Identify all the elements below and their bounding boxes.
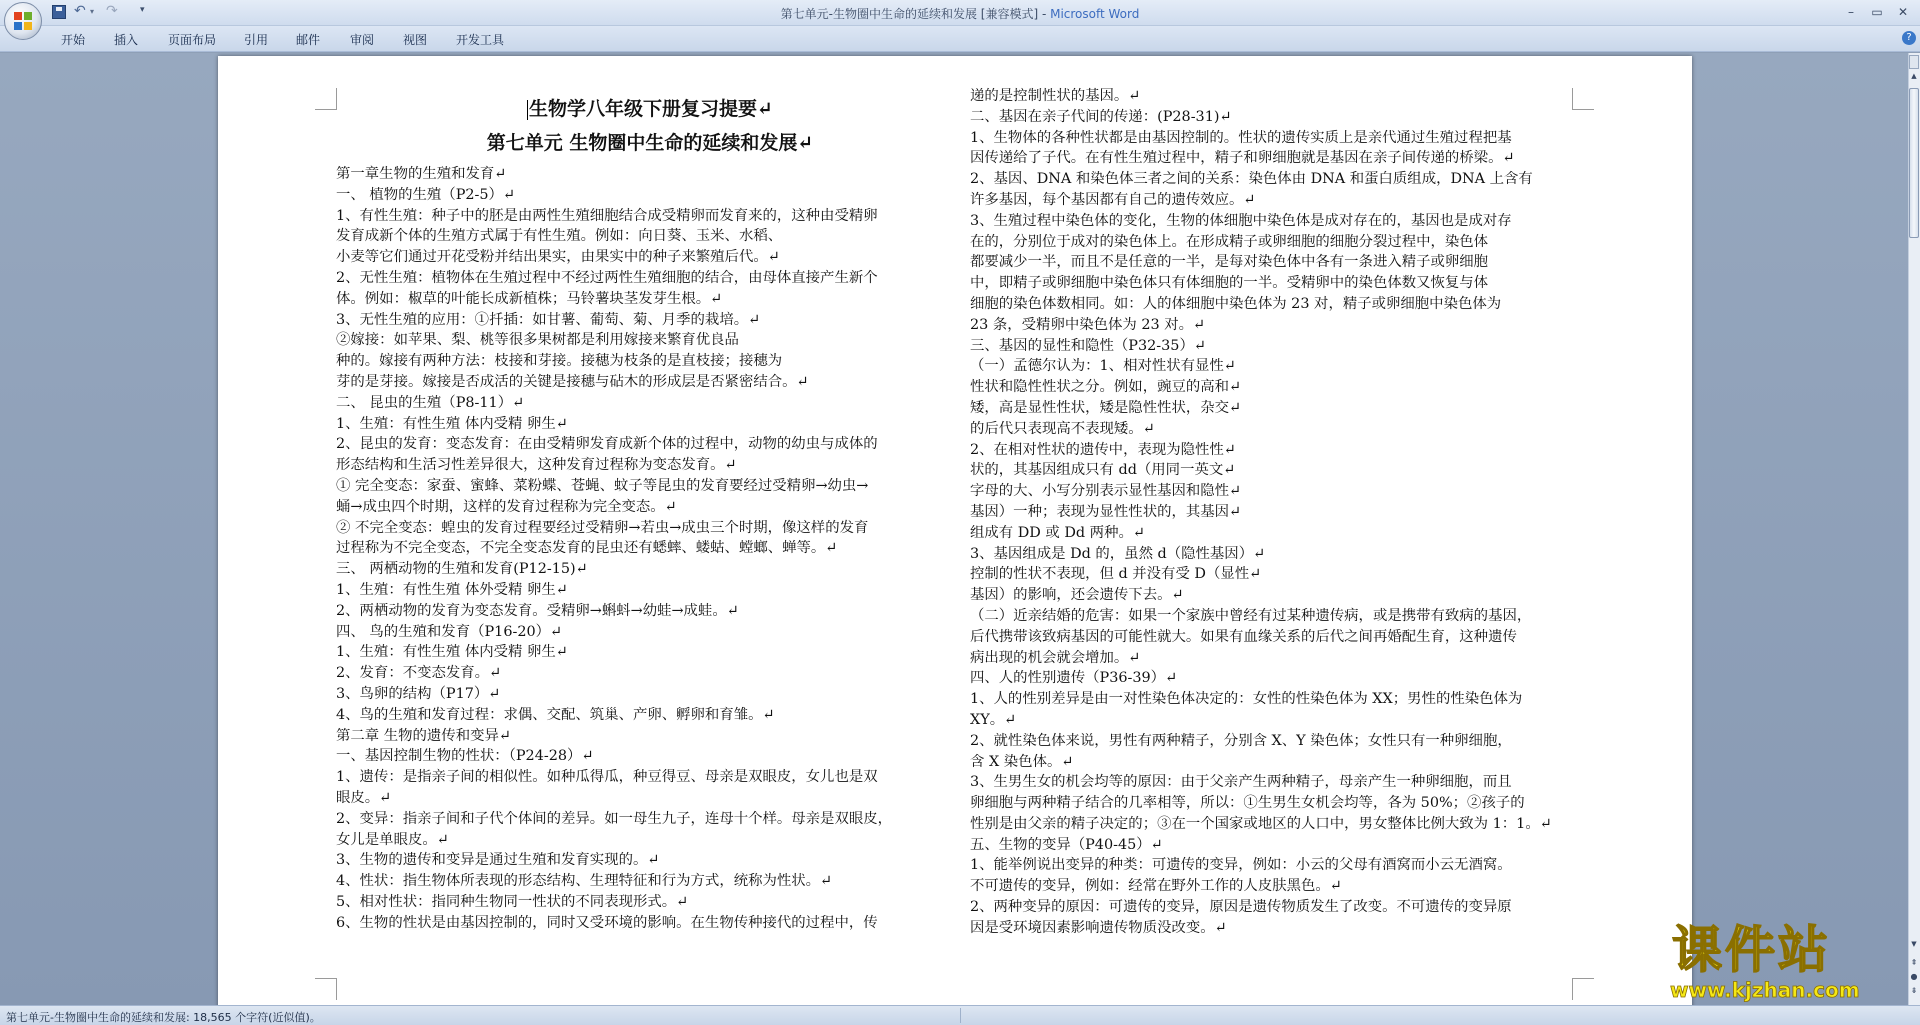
- text-cursor: [527, 100, 528, 120]
- left-column-line: 1、有性生殖：种子中的胚是由两性生殖细胞结合成受精卵而发育来的，这种由受精卵: [336, 207, 878, 224]
- right-column-line: 23 条，受精卵中染色体为 23 对。↵: [970, 316, 1206, 333]
- left-column-line: 发育成新个体的生殖方式属于有性生殖。例如：向日葵、玉米、水稻、: [336, 228, 783, 245]
- office-button[interactable]: [4, 2, 42, 40]
- watermark-logo: [1664, 922, 1908, 1005]
- left-column-line: 芽的是芽接。嫁接是否成活的关键是接穗与砧木的形成层是否紧密结合。↵: [336, 373, 809, 390]
- office-logo-yellow-square: [24, 22, 32, 30]
- right-column-line: 性状和隐性性状之分。例如，豌豆的高和↵: [970, 379, 1242, 396]
- left-column-line: 3、鸟卵的结构（P17）↵: [336, 685, 501, 702]
- left-column-line: 第一章生物的生殖和发育↵: [336, 166, 507, 182]
- title-bar: [0, 0, 1920, 26]
- right-column-line: 1、能举例说出变异的种类：可遗传的变异，例如：小云的父母有酒窝而小云无酒窝。: [970, 857, 1512, 874]
- left-column-line: 体。例如：椒草的叶能长成新植株；马铃薯块茎发芽生根。↵: [336, 290, 723, 307]
- right-column-line: 2、两种变异的原因：可遗传的变异，原因是遗传物质发生了改变。不可遗传的变异原: [970, 899, 1512, 916]
- customize-quick-access-icon[interactable]: ▾: [140, 5, 145, 15]
- right-column-line: 矮，高是显性性状，矮是隐性性状，杂交↵: [970, 399, 1242, 416]
- scroll-up-arrow-icon[interactable]: ▲: [1911, 72, 1917, 80]
- right-column-line: 含 X 染色体。↵: [970, 753, 1074, 770]
- right-text-column[interactable]: [970, 86, 1606, 939]
- ribbon-tab-bar: [0, 26, 1920, 52]
- tab-mailings[interactable]: 邮件: [296, 33, 321, 47]
- document-page[interactable]: [218, 56, 1692, 1005]
- right-column-line: 1、生物体的各种性状都是由基因控制的。性状的遗传实质上是亲代通过生殖过程把基: [970, 129, 1512, 146]
- left-column-line: 5、相对性状：指同种生物同一性状的不同表现形式。↵: [336, 893, 689, 910]
- left-column-line: 过程称为不完全变态，不完全变态发育的昆虫还有蟋蟀、蝼蛄、螳螂、蝉等。↵: [336, 540, 838, 557]
- right-column-line: 因是受环境因素影响遗传物质没改变。↵: [970, 919, 1227, 936]
- right-column-line: 性别是由父亲的精子决定的；③在一个国家或地区的人口中，男女整体比例大致为 1：1。↵: [970, 815, 1552, 832]
- office-logo-blue-square: [14, 22, 22, 30]
- left-column-line: 2、变异：指亲子间和子代个体间的差异。如一母生九子，连母十个样。母亲是双眼皮，: [336, 810, 893, 827]
- left-column-line: 二、 昆虫的生殖（P8-11）↵: [336, 394, 525, 411]
- status-bar: [0, 1005, 1920, 1025]
- right-column-line: 二、基因在亲子代间的传递：(P28-31)↵: [970, 108, 1232, 125]
- left-column-line: 女儿是单眼皮。↵: [336, 831, 449, 848]
- undo-dropdown-icon[interactable]: ▾: [90, 7, 95, 16]
- left-column-line: 6、生物的性状是由基因控制的，同时又受环境的影响。在生物传种接代的过程中，传: [336, 914, 878, 931]
- tab-references[interactable]: 引用: [244, 33, 269, 47]
- right-column-line: 组成有 DD 或 Dd 两种。↵: [970, 524, 1145, 541]
- document-workspace[interactable]: [0, 53, 1908, 1005]
- crop-mark-top-left: [315, 88, 337, 110]
- right-column-line: 中，即精子或卵细胞中染色体只有体细胞的一半。受精卵中的染色体数又恢复与体: [970, 275, 1489, 292]
- right-column-line: 在的，分别位于成对的染色体上。在形成精子或卵细胞的细胞分裂过程中，染色体: [970, 233, 1489, 250]
- status-divider: [960, 1008, 961, 1023]
- right-column-line: 许多基因，每个基因都有自己的遗传效应。↵: [970, 191, 1256, 208]
- left-column-line: 眼皮。↵: [336, 789, 392, 806]
- left-column-line: 2、两栖动物的发育为变态发育。受精卵→蝌蚪→幼蛙→成蛙。↵: [336, 602, 739, 619]
- view-ruler-button[interactable]: [1909, 55, 1919, 69]
- minimize-button[interactable]: –: [1848, 5, 1854, 19]
- right-column-line: 不可遗传的变异，例如：经常在野外工作的人皮肤黑色。↵: [970, 878, 1342, 895]
- left-column-line: 1、遗传：是指亲子间的相似性。如种瓜得瓜，种豆得豆、母亲是双眼皮，女儿也是双: [336, 769, 878, 786]
- left-column-line: 1、生殖：有性生殖 体内受精 卵生↵: [336, 415, 568, 432]
- left-text-column[interactable]: [336, 86, 964, 933]
- left-column-line: ② 不完全变态：蝗虫的发育过程要经过受精卵→若虫→成虫三个时期，像这样的发育: [336, 519, 869, 536]
- left-column-line: 四、 鸟的生殖和发育（P16-20）↵: [336, 623, 563, 640]
- help-icon[interactable]: ?: [1902, 31, 1916, 45]
- right-column-line: 病出现的机会就会增加。↵: [970, 649, 1141, 666]
- right-column-line: 递的是控制性状的基因。↵: [970, 88, 1141, 104]
- left-column-line: 小麦等它们通过开花受粉并结出果实，由果实中的种子来繁殖后代。↵: [336, 249, 780, 266]
- left-column-line: 4、鸟的生殖和发育过程：求偶、交配、筑巢、产卵、孵卵和育雏。↵: [336, 706, 775, 723]
- select-browse-object-icon[interactable]: ●: [1910, 972, 1918, 981]
- left-column-line: 1、生殖：有性生殖 体外受精 卵生↵: [336, 581, 568, 598]
- right-column-line: 的后代只表现高不表现矮。↵: [970, 420, 1155, 437]
- right-column-line: 2、基因、DNA 和染色体三者之间的关系：染色体由 DNA 和蛋白质组成，DNA 上含有: [970, 171, 1533, 188]
- left-column-line: 3、无性生殖的应用：①扦插：如甘薯、葡萄、菊、月季的栽培。↵: [336, 311, 761, 328]
- right-column-line: 控制的性状不表现，但 d 并没有受 D（显性↵: [970, 566, 1262, 583]
- left-column-line: 4、性状：指生物体所表现的形态结构、生理特征和行为方式，统称为性状。↵: [336, 873, 833, 890]
- close-button[interactable]: ✕: [1897, 5, 1909, 19]
- doc-title-line: [336, 92, 964, 126]
- scroll-down-arrow-icon[interactable]: ▼: [1911, 940, 1917, 948]
- office-logo-icon: [14, 12, 32, 30]
- tab-home[interactable]: 开始: [61, 33, 86, 47]
- tab-page-layout[interactable]: 页面布局: [168, 33, 217, 47]
- left-column-line: 种的。嫁接有两种方法：枝接和芽接。接穗为枝条的是直枝接；接穗为: [336, 353, 783, 370]
- right-column-line: 细胞的染色体数相同。如：人的体细胞中染色体为 23 对，精子或卵细胞中染色体为: [970, 295, 1502, 312]
- left-column-line: ① 完全变态：家蚕、蜜蜂、菜粉蝶、苍蝇、蚊子等昆虫的发育要经过受精卵→幼虫→: [336, 477, 869, 494]
- watermark-url: www.kjzhan.com: [1670, 978, 1860, 1002]
- right-column-line: 3、生男生女的机会均等的原因：由于父亲产生两种精子，母亲产生一种卵细胞，而且: [970, 774, 1512, 791]
- right-column-line: （一）孟德尔认为：1、相对性状有显性↵: [970, 358, 1236, 375]
- right-column-line: 五、生物的变异（P40-45）↵: [970, 836, 1163, 853]
- left-column-line: 一、 植物的生殖（P2-5）↵: [336, 186, 516, 203]
- tab-developer[interactable]: 开发工具: [456, 33, 505, 47]
- right-column-line: 都要减少一半，而且不是任意的一半，是每对染色体中各有一条进入精子或卵细胞: [970, 254, 1489, 271]
- tab-review[interactable]: 审阅: [350, 33, 375, 47]
- left-column-line: 形态结构和生活习性差异很大，这种发育过程称为变态发育。↵: [336, 457, 737, 474]
- doc-title: 生物学八年级下册复习提要↵: [529, 98, 773, 120]
- right-column-line: 基因）的影响，还会遗传下去。↵: [970, 587, 1184, 604]
- left-column-line: 2、发育：不变态发育。↵: [336, 665, 502, 682]
- right-column-line: 因传递给了子代。在有性生殖过程中，精子和卵细胞就是基因在亲子间传递的桥梁。↵: [970, 150, 1515, 167]
- previous-page-icon[interactable]: ⇞: [1910, 958, 1918, 967]
- office-logo-green-square: [24, 12, 32, 20]
- left-column-line: 一、基因控制生物的性状：（P24-28）↵: [336, 748, 594, 765]
- right-column-line: XY。↵: [970, 711, 1017, 728]
- right-column-line: 2、在相对性状的遗传中，表现为隐性性↵: [970, 441, 1236, 458]
- left-column-line: 1、生殖：有性生殖 体内受精 卵生↵: [336, 644, 568, 661]
- document-title: 第七单元-生物圈中生命的延续和发展 [兼容模式] -: [780, 7, 1051, 21]
- tab-insert[interactable]: 插入: [114, 33, 139, 47]
- right-column-line: 3、生殖过程中染色体的变化，生物的体细胞中染色体是成对存在的，基因也是成对存: [970, 212, 1512, 229]
- right-column-line: 基因）一种；表现为显性性状的，其基因↵: [970, 503, 1242, 520]
- watermark-text: 课件站: [1672, 921, 1831, 979]
- app-name: Microsoft Word: [1050, 7, 1140, 21]
- left-column-line: 2、无性生殖：植物体在生殖过程中不经过两性生殖细胞的结合，由母体直接产生新个: [336, 269, 878, 286]
- redo-icon[interactable]: ↷: [106, 3, 118, 19]
- left-column-line: 3、生物的遗传和变异是通过生殖和发育实现的。↵: [336, 852, 660, 869]
- window-title: [0, 5, 1920, 22]
- tab-view[interactable]: 视图: [403, 33, 428, 47]
- maximize-button[interactable]: ▭: [1871, 5, 1883, 19]
- scroll-thumb[interactable]: [1909, 88, 1919, 238]
- right-column-line: 2、就性染色体来说，男性有两种精子，分别含 X、Y 染色体；女性只有一种卵细胞，: [970, 732, 1512, 749]
- right-column-line: 后代携带该致病基因的可能性就大。如果有血缘关系的后代之间再婚配生育，这种遗传: [970, 628, 1517, 645]
- next-page-icon[interactable]: ⇟: [1910, 986, 1918, 995]
- left-column-line: 三、 两栖动物的生殖和发育(P12-15)↵: [336, 561, 588, 578]
- right-column-line: 三、基因的显性和隐性（P32-35）↵: [970, 337, 1206, 354]
- right-column-line: 四、人的性别遗传（P36-39）↵: [970, 670, 1178, 687]
- left-column-line: 蛹→成虫四个时期，这样的发育过程称为完全变态。↵: [336, 498, 677, 515]
- crop-mark-bottom-left: [315, 978, 337, 1000]
- right-column-line: 字母的大、小写分别表示显性基因和隐性↵: [970, 483, 1242, 500]
- left-column-line: ②嫁接：如苹果、梨、桃等很多果树都是利用嫁接来繁育优良品: [336, 332, 739, 349]
- left-column-line: 第二章 生物的遗传和变异↵: [336, 727, 511, 744]
- right-column-line: （二）近亲结婚的危害：如果一个家族中曾经有过某种遗传病，或是携带有致病的基因，: [970, 607, 1532, 624]
- word-count-status[interactable]: 第七单元-生物圈中生命的延续和发展: 18,565 个字符(近似值)。: [6, 1011, 321, 1024]
- office-logo-red-square: [14, 12, 22, 20]
- right-column-line: 状的，其基因组成只有 dd（用同一英文↵: [970, 462, 1236, 479]
- left-column-line: 2、昆虫的发育：变态发育：在由受精卵发育成新个体的过程中，动物的幼虫与成体的: [336, 436, 878, 453]
- right-column-line: 1、人的性别差异是由一对性染色体决定的：女性的性染色体为 XX；男性的性染色体为: [970, 691, 1523, 708]
- right-column-line: 卵细胞与两种精子结合的几率相等，所以：①生男生女机会均等，各为 50%；②孩子的: [970, 795, 1525, 812]
- crop-mark-bottom-right: [1572, 978, 1594, 1000]
- doc-subtitle: 第七单元 生物圈中生命的延续和发展↵: [486, 132, 814, 154]
- undo-icon[interactable]: ↶: [74, 3, 86, 19]
- right-column-line: 3、基因组成是 Dd 的，虽然 d（隐性基因）↵: [970, 545, 1266, 562]
